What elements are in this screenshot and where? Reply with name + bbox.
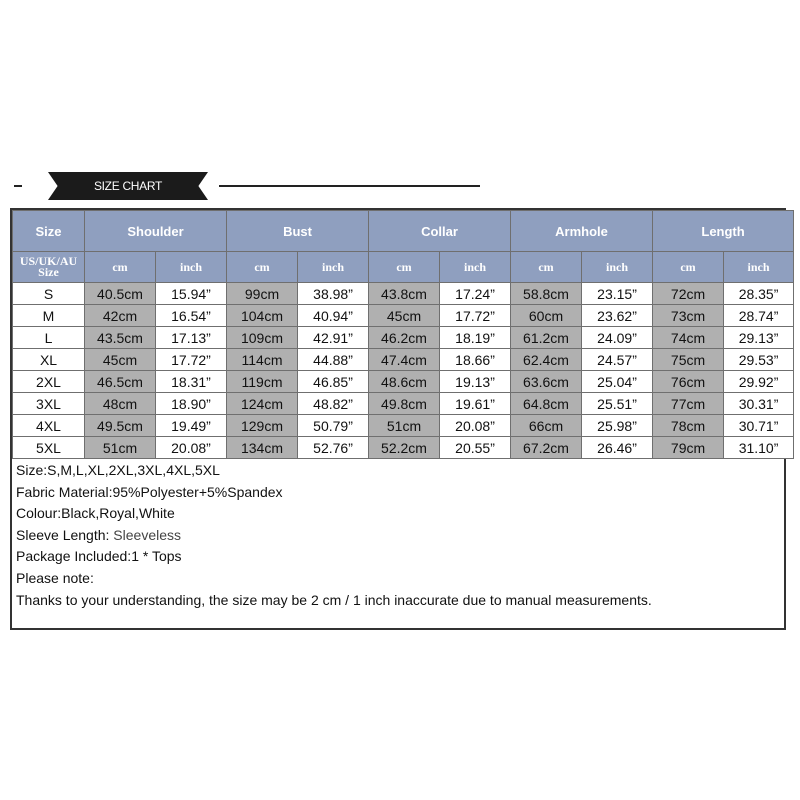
inch-cell: 25.04” — [582, 371, 653, 393]
cm-cell: 49.5cm — [85, 415, 156, 437]
inch-cell: 48.82” — [298, 393, 369, 415]
inch-cell: 20.55” — [440, 437, 511, 459]
size-region-label: US/UK/AU — [19, 254, 78, 268]
unit-header-cm: cm — [227, 252, 298, 283]
inch-cell: 15.94” — [156, 283, 227, 305]
column-header-size: Size — [13, 211, 85, 252]
product-notes — [16, 460, 652, 611]
inch-cell: 26.46” — [582, 437, 653, 459]
inch-cell: 29.13” — [724, 327, 794, 349]
cm-cell: 40.5cm — [85, 283, 156, 305]
cm-cell: 46.2cm — [369, 327, 440, 349]
inch-cell: 19.61” — [440, 393, 511, 415]
inch-cell: 20.08” — [156, 437, 227, 459]
inch-cell: 24.09” — [582, 327, 653, 349]
inch-cell: 50.79” — [298, 415, 369, 437]
table-row — [13, 371, 794, 393]
inch-cell: 18.66” — [440, 349, 511, 371]
table-row — [13, 415, 794, 437]
cm-cell: 48cm — [85, 393, 156, 415]
cm-cell: 78cm — [653, 415, 724, 437]
inch-cell: 17.24” — [440, 283, 511, 305]
cm-cell: 99cm — [227, 283, 298, 305]
column-header-armhole: Armhole — [511, 211, 653, 252]
cm-cell: 76cm — [653, 371, 724, 393]
table-row — [13, 393, 794, 415]
unit-header-inch: inch — [440, 252, 511, 283]
cm-cell: 60cm — [511, 305, 582, 327]
column-header-shoulder: Shoulder — [85, 211, 227, 252]
unit-header-cm: cm — [85, 252, 156, 283]
disclaimer-note: Thanks to your understanding, the size may be 2 cm / 1 inch inaccurate due to manual measurements. — [16, 591, 652, 608]
column-header-row — [13, 211, 794, 252]
cm-cell: 129cm — [227, 415, 298, 437]
column-header-collar: Collar — [369, 211, 511, 252]
cm-cell: 79cm — [653, 437, 724, 459]
header-dash — [14, 185, 22, 187]
cm-cell: 43.5cm — [85, 327, 156, 349]
cm-cell: 48.6cm — [369, 371, 440, 393]
inch-cell: 23.62” — [582, 305, 653, 327]
inch-cell: 18.90” — [156, 393, 227, 415]
unit-header-cm: cm — [653, 252, 724, 283]
unit-header-inch: inch — [724, 252, 794, 283]
size-table — [12, 210, 794, 459]
inch-cell: 20.08” — [440, 415, 511, 437]
cm-cell: 74cm — [653, 327, 724, 349]
inch-cell: 24.57” — [582, 349, 653, 371]
inch-cell: 30.31” — [724, 393, 794, 415]
inch-cell: 18.31” — [156, 371, 227, 393]
inch-cell: 23.15” — [582, 283, 653, 305]
cm-cell: 75cm — [653, 349, 724, 371]
column-header-bust: Bust — [227, 211, 369, 252]
inch-cell: 18.19” — [440, 327, 511, 349]
cm-cell: 42cm — [85, 305, 156, 327]
unit-header-cm: cm — [369, 252, 440, 283]
cm-cell: 51cm — [85, 437, 156, 459]
inch-cell: 38.98” — [298, 283, 369, 305]
inch-cell: 19.49” — [156, 415, 227, 437]
sleeve-value: Sleeveless — [113, 526, 181, 543]
inch-cell: 25.51” — [582, 393, 653, 415]
inch-cell: 25.98” — [582, 415, 653, 437]
cm-cell: 45cm — [85, 349, 156, 371]
cm-cell: 61.2cm — [511, 327, 582, 349]
inch-cell: 29.53” — [724, 349, 794, 371]
size-chart-frame — [10, 208, 786, 630]
header-rule — [219, 185, 480, 187]
size-cell: 3XL — [13, 393, 85, 415]
cm-cell: 52.2cm — [369, 437, 440, 459]
inch-cell: 31.10” — [724, 437, 794, 459]
cm-cell: 47.4cm — [369, 349, 440, 371]
inch-cell: 44.88” — [298, 349, 369, 371]
sleeve-label: Sleeve Length: — [16, 526, 114, 543]
cm-cell: 77cm — [653, 393, 724, 415]
cm-cell: 63.6cm — [511, 371, 582, 393]
cm-cell: 45cm — [369, 305, 440, 327]
table-row — [13, 305, 794, 327]
package-note: Package Included:1 * Tops — [16, 548, 182, 565]
cm-cell: 43.8cm — [369, 283, 440, 305]
inch-cell: 46.85” — [298, 371, 369, 393]
unit-header-row — [13, 252, 794, 283]
size-cell: L — [13, 327, 85, 349]
inch-cell: 29.92” — [724, 371, 794, 393]
size-cell: 2XL — [13, 371, 85, 393]
size-cell: 4XL — [13, 415, 85, 437]
inch-cell: 16.54” — [156, 305, 227, 327]
cm-cell: 119cm — [227, 371, 298, 393]
size-cell: XL — [13, 349, 85, 371]
table-row — [13, 437, 794, 459]
colour-note: Colour:Black,Royal,White — [16, 505, 175, 522]
unit-header-inch: inch — [156, 252, 227, 283]
unit-header-inch: inch — [298, 252, 369, 283]
cm-cell: 51cm — [369, 415, 440, 437]
size-cell: S — [13, 283, 85, 305]
cm-cell: 104cm — [227, 305, 298, 327]
fabric-note: Fabric Material:95%Polyester+5%Spandex — [16, 483, 283, 500]
size-label: Size — [38, 265, 59, 279]
cm-cell: 66cm — [511, 415, 582, 437]
inch-cell: 17.72” — [440, 305, 511, 327]
cm-cell: 72cm — [653, 283, 724, 305]
inch-cell: 28.74” — [724, 305, 794, 327]
table-row — [13, 349, 794, 371]
cm-cell: 64.8cm — [511, 393, 582, 415]
size-region-header — [13, 252, 85, 283]
cm-cell: 109cm — [227, 327, 298, 349]
unit-header-inch: inch — [582, 252, 653, 283]
cm-cell: 134cm — [227, 437, 298, 459]
cm-cell: 49.8cm — [369, 393, 440, 415]
inch-cell: 52.76” — [298, 437, 369, 459]
chart-title: SIZE CHART — [93, 179, 163, 193]
size-table-body — [13, 283, 794, 459]
inch-cell: 17.13” — [156, 327, 227, 349]
inch-cell: 30.71” — [724, 415, 794, 437]
cm-cell: 62.4cm — [511, 349, 582, 371]
size-cell: 5XL — [13, 437, 85, 459]
cm-cell: 58.8cm — [511, 283, 582, 305]
table-row — [13, 283, 794, 305]
unit-header-cm: cm — [511, 252, 582, 283]
inch-cell: 17.72” — [156, 349, 227, 371]
cm-cell: 73cm — [653, 305, 724, 327]
size-cell: M — [13, 305, 85, 327]
inch-cell: 19.13” — [440, 371, 511, 393]
sleeve-note — [16, 525, 652, 547]
size-chart-header — [14, 168, 480, 204]
inch-cell: 42.91” — [298, 327, 369, 349]
please-note: Please note: — [16, 569, 94, 586]
sizes-note: Size:S,M,L,XL,2XL,3XL,4XL,5XL — [16, 462, 220, 478]
inch-cell: 28.35” — [724, 283, 794, 305]
cm-cell: 114cm — [227, 349, 298, 371]
inch-cell: 40.94” — [298, 305, 369, 327]
cm-cell: 46.5cm — [85, 371, 156, 393]
cm-cell: 124cm — [227, 393, 298, 415]
table-row — [13, 327, 794, 349]
cm-cell: 67.2cm — [511, 437, 582, 459]
column-header-length: Length — [653, 211, 794, 252]
